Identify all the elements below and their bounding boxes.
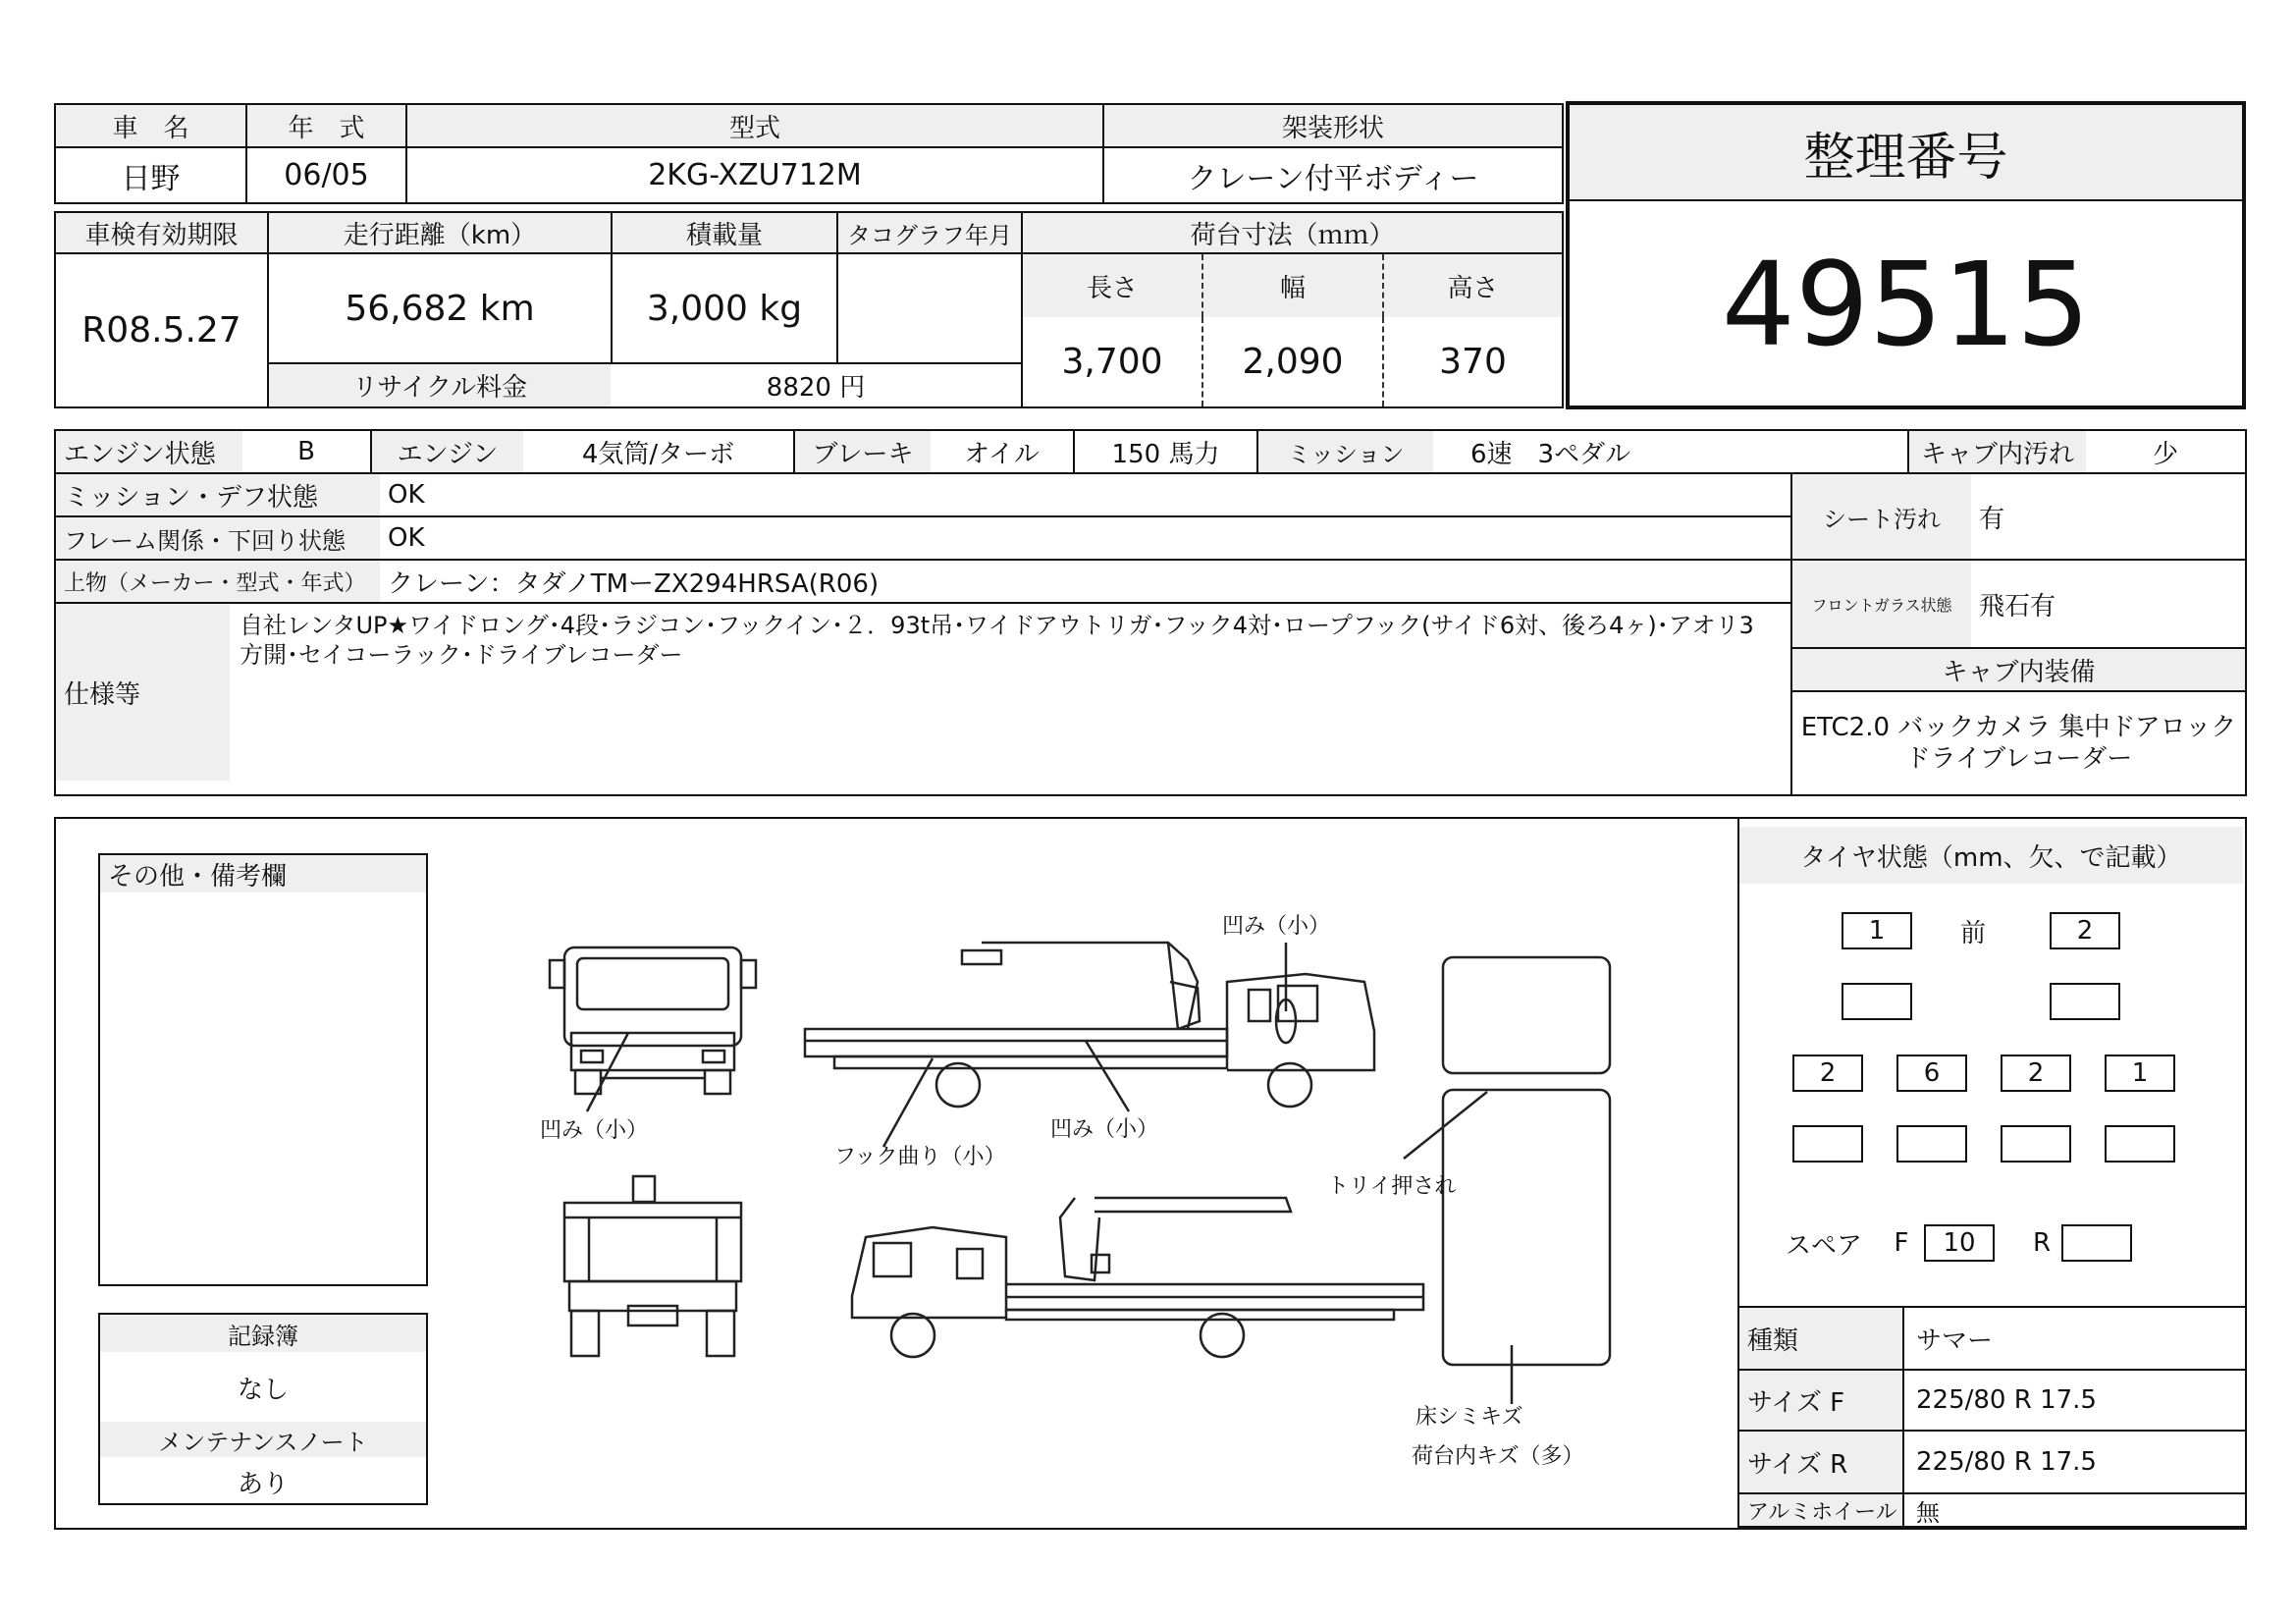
label-hook-bent: フック曲り（小）	[834, 1145, 1006, 1169]
serial-label: 整理番号	[1570, 105, 2242, 201]
mission-type: 6速 3ペダル	[1433, 431, 1907, 474]
spare-f-label: F	[1894, 1228, 1909, 1258]
tire-type: サマー	[1916, 1325, 1994, 1356]
header-record-book: 記録簿	[100, 1315, 426, 1352]
vehicle-name: 日野	[121, 161, 181, 196]
header-load: 積載量	[611, 213, 836, 254]
brake-type: オイル	[931, 431, 1073, 474]
header-mileage: 走行距離（km）	[267, 213, 611, 254]
recycle-fee: 8820 円	[766, 373, 866, 403]
label-tie-dent: トリイ押され	[1327, 1174, 1457, 1199]
front-view-truck	[550, 947, 756, 1094]
seat-dirt: 有	[1971, 474, 2245, 561]
bed-width: 2,090	[1201, 317, 1382, 406]
vehicle-body-type: クレーン付平ボディー	[1102, 148, 1562, 202]
cab-dirt: 少	[2086, 431, 2245, 474]
bed-height: 370	[1382, 317, 1562, 406]
label-floor-scratch: 床シミキズ	[1415, 1405, 1523, 1430]
frame-state: OK	[380, 517, 1790, 561]
side-view-truck-right	[852, 1198, 1423, 1357]
tire-front-left-inner	[1842, 983, 1912, 1020]
header-cab-dirt: キャブ内汚れ	[1907, 431, 2086, 474]
serial-number: 49515	[1721, 237, 2091, 372]
header-width: 幅	[1201, 254, 1382, 317]
tire-rear-2: 6	[1896, 1055, 1967, 1092]
label-dent-front: 凹み（小）	[540, 1118, 649, 1143]
header-engine: エンジン	[370, 431, 523, 474]
remarks-box	[98, 853, 428, 1286]
engine-type: 4気筒/ターボ	[523, 431, 793, 474]
upper-body: クレーン：タダノTMーZX294HRSA(R06)	[380, 561, 1790, 604]
windshield-state: 飛石有	[1971, 561, 2245, 649]
record-book: なし	[237, 1375, 289, 1405]
header-name: 車 名	[56, 105, 245, 148]
header-maintenance-note: メンテナンスノート	[100, 1422, 426, 1457]
header-inspection: 車検有効期限	[56, 213, 267, 254]
vehicle-year: 06/05	[245, 148, 405, 202]
horsepower: 150 馬力	[1073, 431, 1256, 474]
header-mission: ミッション	[1256, 431, 1433, 474]
mileage-value: 56,682 km	[267, 254, 611, 364]
remarks-label: その他・備考欄	[100, 855, 426, 893]
vehicle-model: 2KG-XZU712M	[405, 148, 1102, 202]
spare-r	[2061, 1224, 2132, 1262]
label-dent-cab: 凹み（小）	[1222, 914, 1331, 939]
header-engine-state: エンジン状態	[56, 431, 242, 474]
header-bed-dimensions: 荷台寸法（ｍｍ）	[1021, 213, 1562, 254]
tire-rear-1-inner	[1792, 1125, 1863, 1163]
size-rear: 225/80 R 17.5	[1904, 1430, 2245, 1492]
header-tire-type: 種類	[1739, 1308, 1904, 1369]
tire-rear-3-inner	[2001, 1125, 2071, 1163]
size-front: 225/80 R 17.5	[1904, 1369, 2245, 1430]
header-tachograph: タコグラフ年月	[836, 213, 1021, 254]
truck-damage-diagram	[510, 884, 1688, 1492]
side-view-truck-left	[805, 943, 1374, 1107]
tachograph-value	[836, 254, 1021, 364]
label-dent-side: 凹み（小）	[1050, 1117, 1159, 1142]
header-upper-body: 上物（メーカー・型式・年式）	[56, 561, 380, 604]
bed-top-view	[1443, 957, 1610, 1365]
tire-front-left: 1	[1842, 912, 1912, 949]
header-height: 高さ	[1382, 254, 1562, 317]
front-label: 前	[1959, 918, 1986, 948]
header-size-rear: サイズ R	[1739, 1430, 1904, 1492]
spare-r-label: R	[2032, 1228, 2052, 1258]
inspection-date: R08.5.27	[81, 310, 241, 351]
load-value: 3,000 kg	[611, 254, 836, 364]
header-length: 長さ	[1021, 254, 1201, 317]
label-bed-scratch: 荷台内キズ（多）	[1412, 1444, 1584, 1469]
header-brake: ブレーキ	[793, 431, 931, 474]
tire-front-right: 2	[2050, 912, 2120, 949]
tire-rear-3: 2	[2001, 1055, 2071, 1092]
tire-title: タイヤ状態（mm、欠、で記載）	[1739, 827, 2243, 884]
bed-length: 3,700	[1021, 317, 1201, 406]
tire-front-right-inner	[2050, 983, 2120, 1020]
header-windshield: フロントガラス状態	[1790, 561, 1971, 649]
mission-diff-state: OK	[380, 474, 1790, 517]
header-seat-dirt: シート汚れ	[1790, 474, 1971, 561]
header-recycle: リサイクル料金	[267, 364, 611, 406]
rear-view-truck	[564, 1176, 741, 1356]
tire-rear-4: 1	[2105, 1055, 2175, 1092]
spare-label: スペア	[1785, 1230, 1862, 1261]
aluminum-wheel: 無	[1904, 1492, 2245, 1526]
spare-f: 10	[1924, 1224, 1995, 1262]
header-aluminum-wheel: アルミホイール	[1739, 1492, 1904, 1526]
header-cab-equipment: キャブ内装備	[1790, 649, 2245, 692]
tire-rear-2-inner	[1896, 1125, 1967, 1163]
header-year: 年 式	[245, 105, 405, 148]
header-body-type: 架装形状	[1102, 105, 1562, 148]
header-spec: 仕様等	[56, 604, 230, 781]
header-model: 型式	[405, 105, 1102, 148]
spec-text: 自社レンタUP★ワイドロング･4段･ラジコン･フックイン･２．93t吊･ワイドアウトリガ･フック4対･ロープフック(サイド6対、後ろ4ヶ)･アオリ3方開･セイコーラック･ドライブレコーダー	[240, 612, 1754, 669]
maintenance-note: あり	[237, 1469, 289, 1499]
header-mission-diff: ミッション・デフ状態	[56, 474, 380, 517]
header-frame: フレーム関係・下回り状態	[56, 517, 380, 561]
tire-rear-1: 2	[1792, 1055, 1863, 1092]
tire-rear-4-inner	[2105, 1125, 2175, 1163]
header-size-front: サイズ F	[1739, 1369, 1904, 1430]
engine-state: B	[242, 431, 370, 474]
cab-equipment: ETC2.0 バックカメラ 集中ドアロック ドライブレコーダー	[1790, 692, 2245, 794]
